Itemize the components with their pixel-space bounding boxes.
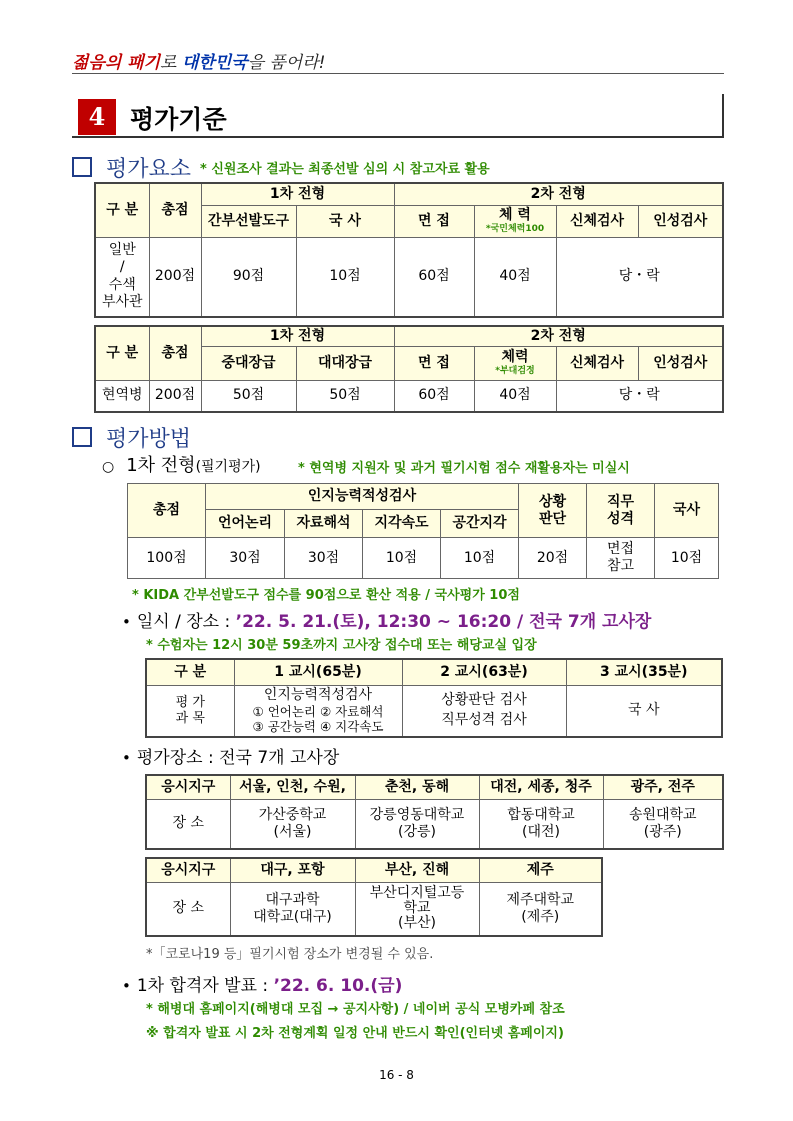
t2-h-c5: 신체검사 [556, 346, 638, 380]
venue-table-1 [145, 774, 724, 850]
venue-note: *「코로나19 등」필기시험 장소가 변경될 수 있음. [146, 947, 434, 962]
t2-h-round2: 2차 전형 [394, 326, 723, 346]
t1-v1: 90점 [201, 237, 296, 317]
t6-row-label: 장 소 [146, 882, 230, 936]
schedule-note: * 수험자는 12시 30분 59초까지 고사장 접수대 또는 해당교실 입장 [146, 638, 537, 653]
eval-method-title: 평가방법 [106, 427, 192, 452]
t2-v56: 당・락 [556, 380, 723, 412]
t5-v3: 합동대학교 (대전) [479, 799, 603, 849]
t1-h-c5: 신체검사 [556, 205, 638, 237]
t1-h-c4-sub: *국민체력100 [485, 224, 545, 234]
t2-h-total: 총점 [149, 326, 201, 380]
t6-v1: 대구과학 대학교(대구) [230, 882, 355, 936]
venue-label: 평가장소 : 전국 7개 고사장 [136, 748, 340, 768]
t4-p3: 국 사 [566, 685, 722, 737]
t4-h-p3: 3 교시(35분) [566, 659, 722, 685]
t6-h-c3: 제주 [479, 858, 602, 882]
t6-h-region: 응시지구 [146, 858, 230, 882]
t1-h-round1: 1차 전형 [201, 183, 394, 205]
page-header [72, 48, 325, 73]
t4-p2: 상황판단 검사 직무성격 검사 [402, 685, 566, 737]
checkbox-square-icon [72, 427, 92, 447]
written-test-table [127, 483, 719, 579]
t1-h-c2: 국 사 [296, 205, 394, 237]
announce-label: 1차 합격자 발표 : [136, 976, 274, 996]
t6-v2: 부산디지털고등 학교 (부산) [355, 882, 479, 936]
t1-h-round2: 2차 전형 [394, 183, 723, 205]
t3-v-duty: 면접 참고 [587, 538, 655, 579]
t4-h-p2: 2 교시(63분) [402, 659, 566, 685]
announce-note-1: * 해병대 홈페이지(해병대 모집 → 공지사항) / 네이버 공식 모병카페 참조 [146, 1002, 565, 1017]
t4-row-label: 평 가 과 목 [146, 685, 234, 737]
t6-v3: 제주대학교 (제주) [479, 882, 602, 936]
t1-v4: 40점 [474, 237, 556, 317]
announce-line [122, 971, 402, 996]
t1-h-c6: 인성검사 [638, 205, 723, 237]
t1-row-label: 일반 / 수색 부사관 [95, 237, 149, 317]
t2-v4: 40점 [474, 380, 556, 412]
section-number: 4 [78, 99, 116, 135]
t1-h-total: 총점 [149, 183, 201, 237]
eval-elements-heading [72, 152, 191, 183]
t4-h-p1: 1 교시(65분) [234, 659, 402, 685]
header-divider [72, 73, 724, 74]
announce-note-2: ※ 합격자 발표 시 2차 전형계획 일정 안내 반드시 확인(인터넷 홈페이지) [146, 1026, 564, 1041]
schedule-line [122, 607, 651, 632]
t1-h-c3: 면 접 [394, 205, 474, 237]
schedule-value: ’22. 5. 21.(토), 12:30 ~ 16:20 / 전국 7개 고사장 [235, 612, 652, 632]
t1-total: 200점 [149, 237, 201, 317]
t1-h-c4-label: 체 력 [499, 207, 531, 224]
t4-p1-sub2: ③ 공간능력 ④ 지각속도 [252, 719, 384, 735]
bullet-dot-icon: • [122, 613, 131, 631]
t2-v2: 50점 [296, 380, 394, 412]
eval-elements-note: * 신원조사 결과는 최종선발 심의 시 참고자료 활용 [200, 162, 490, 177]
header-text-2: 로 [160, 53, 182, 73]
t1-h-c1: 간부선발도구 [201, 205, 296, 237]
t5-h-c4: 광주, 전주 [603, 775, 723, 799]
t2-h-c2: 대대장급 [296, 346, 394, 380]
header-text-4: 을 품어라! [247, 53, 326, 73]
t5-v4: 송원대학교 (광주) [603, 799, 723, 849]
round1-paren: (필기평가) [195, 459, 261, 475]
checkbox-square-icon [72, 157, 92, 177]
t3-v-sit: 20점 [519, 538, 587, 579]
t1-v56: 당・락 [556, 237, 723, 317]
t3-h-c2: 자료해석 [285, 510, 363, 538]
t4-h-gubun: 구 분 [146, 659, 234, 685]
t3-v3: 10점 [363, 538, 441, 579]
header-text-1: 젊음의 패기 [72, 53, 161, 73]
eval-method-heading [72, 422, 191, 453]
bullet-dot-icon: • [122, 977, 131, 995]
t5-h-c1: 서울, 인천, 수원, [230, 775, 355, 799]
t1-v2: 10점 [296, 237, 394, 317]
t4-p1-sub1: ① 언어논리 ② 자료해석 [252, 704, 384, 720]
t2-h-round1: 1차 전형 [201, 326, 394, 346]
venue-table-2 [145, 857, 603, 937]
t2-h-c1: 중대장급 [201, 346, 296, 380]
t3-h-hist: 국사 [655, 484, 719, 538]
t2-h-c4-label: 체력 [501, 349, 529, 366]
t3-h-c4: 공간지각 [441, 510, 519, 538]
t4-p1 [234, 685, 402, 737]
t2-v1: 50점 [201, 380, 296, 412]
round1-note: * 현역병 지원자 및 과거 필기시험 점수 재활용자는 미실시 [298, 461, 630, 476]
t2-h-gubun: 구 분 [95, 326, 149, 380]
t3-h-duty: 직무 성격 [587, 484, 655, 538]
t1-h-gubun: 구 분 [95, 183, 149, 237]
t3-v1: 30점 [206, 538, 285, 579]
t2-v3: 60점 [394, 380, 474, 412]
t5-v2: 강릉영동대학교 (강릉) [355, 799, 479, 849]
t1-v3: 60점 [394, 237, 474, 317]
t3-h-total: 총점 [128, 484, 206, 538]
t5-row-label: 장 소 [146, 799, 230, 849]
t6-h-c2: 부산, 진해 [355, 858, 479, 882]
t3-total: 100점 [128, 538, 206, 579]
t2-h-c3: 면 접 [394, 346, 474, 380]
t3-h-sit: 상황 판단 [519, 484, 587, 538]
eval-elements-title: 평가요소 [106, 157, 192, 182]
t5-h-c3: 대전, 세종, 청주 [479, 775, 603, 799]
round1-heading [102, 451, 261, 477]
t5-v1: 가산중학교 (서울) [230, 799, 355, 849]
t3-v4: 10점 [441, 538, 519, 579]
schedule-label: 일시 / 장소 : [136, 612, 236, 632]
t2-total: 200점 [149, 380, 201, 412]
t3-h-cog: 인지능력적성검사 [206, 484, 519, 510]
section-title: 평가기준 [130, 105, 227, 134]
t3-h-c1: 언어논리 [206, 510, 285, 538]
t2-h-c4-sub: *부대검정 [495, 366, 535, 376]
t6-h-c1: 대구, 포항 [230, 858, 355, 882]
header-text-3: 대한민국 [181, 53, 248, 73]
t5-h-region: 응시지구 [146, 775, 230, 799]
round1-label: 1차 전형 [126, 455, 196, 476]
bullet-dot-icon: • [122, 749, 131, 767]
venue-line [122, 743, 339, 768]
page-number: 16 - 8 [379, 1068, 414, 1082]
circle-bullet-icon: ○ [102, 459, 115, 475]
t5-h-c2: 춘천, 동해 [355, 775, 479, 799]
announce-value: ’22. 6. 10.(금) [273, 976, 403, 996]
exam-period-table [145, 658, 723, 738]
eval-table-2 [94, 325, 724, 413]
t4-p1-main: 인지능력적성검사 [263, 687, 373, 704]
t2-row-label: 현역병 [95, 380, 149, 412]
t3-v2: 30점 [285, 538, 363, 579]
t3-h-c3: 지각속도 [363, 510, 441, 538]
t2-h-c4 [474, 346, 556, 380]
t3-v-hist: 10점 [655, 538, 719, 579]
t2-h-c6: 인성검사 [638, 346, 723, 380]
kida-note: * KIDA 간부선발도구 점수를 90점으로 환산 적용 / 국사평가 10점 [132, 588, 520, 603]
t1-h-c4 [474, 205, 556, 237]
eval-table-1 [94, 182, 724, 318]
